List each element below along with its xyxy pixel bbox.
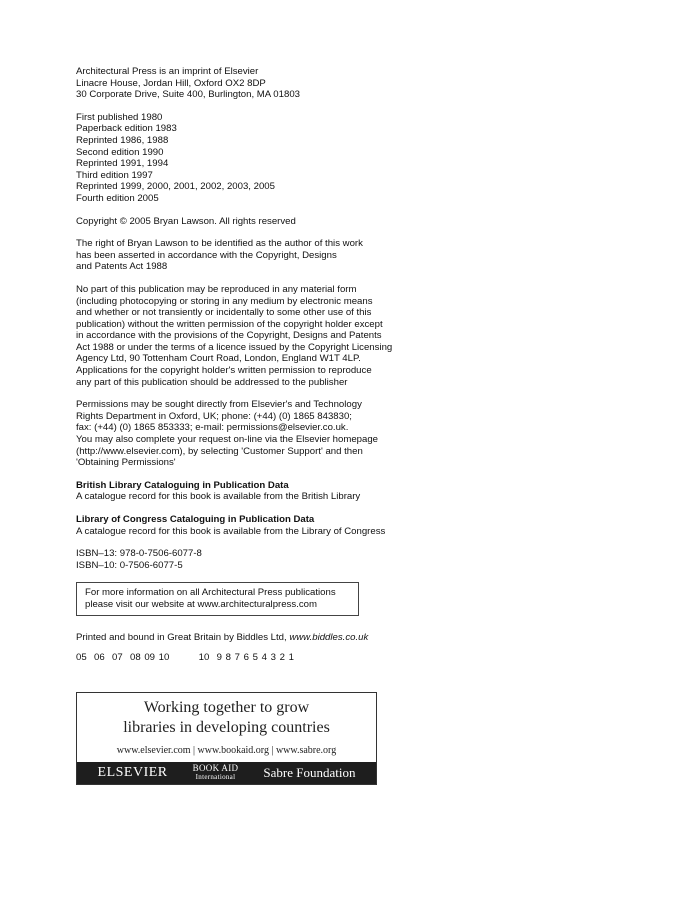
reproduction-line: any part of this publication should be addressed to the publisher [76,376,348,388]
publisher-line: 30 Corporate Drive, Suite 400, Burlington, MA 01803 [76,89,300,101]
book-aid-logo-title: BOOK AID [192,762,239,773]
reproduction-line: Agency Ltd, 90 Tottenham Court Road, London, England W1T 4LP. [76,353,361,365]
reproduction-line: No part of this publication may be reproduced in any material form [76,283,357,295]
printer-url: www.biddles.co.uk [289,631,369,643]
elsevier-logo: ELSEVIER [97,764,168,780]
banner-headline-line: Working together to grow [143,698,310,716]
reproduction-line: Applications for the copyright holder's written permission to reproduce [76,365,372,377]
moral-rights-line: has been asserted in accordance with the Copyright, Designs [76,249,337,261]
banner-headline [77,693,376,738]
website-info-box [76,582,359,615]
moral-rights-notice [76,238,636,273]
printer-credit-text: Printed and bound in Great Britain by Biddles Ltd, [76,631,290,643]
publication-history [76,112,636,205]
permissions-line: fax: (+44) (0) 1865 853333; e-mail: permissions@elsevier.co.uk. [76,422,349,434]
history-line: Third edition 1997 [76,169,153,181]
permissions-line: You may also complete your request on-line via the Elsevier homepage [76,434,379,446]
banner-text-area [77,693,376,763]
history-line: Reprinted 1999, 2000, 2001, 2002, 2003, 2005 [76,181,275,193]
library-of-congress-text: A catalogue record for this book is available from the Library of Congress [76,525,386,537]
history-line: Paperback edition 1983 [76,123,177,135]
printer-credit [76,632,636,644]
copyright-notice [76,216,636,228]
history-line: Second edition 1990 [76,146,164,158]
library-of-congress-heading: Library of Congress Cataloguing in Publication Data [76,514,315,525]
permissions-notice [76,399,636,469]
british-library-heading: British Library Cataloguing in Publication Data [76,479,289,491]
reproduction-line: (including photocopying or storing in any medium by electronic means [76,295,373,307]
british-library-text: A catalogue record for this book is available from the British Library [76,491,361,503]
history-line: Reprinted 1986, 1988 [76,134,169,146]
reproduction-line: publication) without the written permission of the copyright holder except [76,318,383,330]
banner-headline-line: libraries in developing countries [123,718,330,736]
history-line: First published 1980 [76,111,163,123]
banner-weblinks: www.elsevier.com | www.bookaid.org | www.sabre.org [116,744,337,756]
isbn-13: ISBN–13: 978-0-7506-6077-8 [76,548,202,560]
page-content [76,66,636,785]
permissions-line: Rights Department in Oxford, UK; phone: (+44) (0) 1865 843830; [76,410,352,422]
history-line: Fourth edition 2005 [76,192,159,204]
reproduction-line: and whether or not transiently or incidentally to some other use of this [76,307,372,319]
info-box-line: please visit our website at www.architecturalpress.com [85,598,317,610]
copyright-line: Copyright © 2005 Bryan Lawson. All rights reserved [76,215,296,227]
moral-rights-line: and Patents Act 1988 [76,261,168,273]
moral-rights-line: The right of Bryan Lawson to be identified as the author of this work [76,238,363,250]
publisher-line: Linacre House, Jordan Hill, Oxford OX2 8DP [76,77,266,89]
reproduction-line: Act 1988 or under the terms of a licence issued by the Copyright Licensing [76,341,393,353]
book-aid-banner [76,692,377,785]
isbn-10: ISBN–10: 0-7506-6077-5 [76,559,183,571]
reproduction-line: in accordance with the provisions of the Copyright, Designs and Patents [76,330,382,342]
permissions-line: Permissions may be sought directly from Elsevier's and Technology [76,399,362,411]
british-library-cip [76,480,636,503]
sabre-foundation-logo: Sabre Foundation [263,764,356,780]
isbn-block [76,548,636,571]
book-aid-logo [193,764,239,782]
publisher-line: Architectural Press is an imprint of Elsevier [76,66,259,77]
permissions-line: 'Obtaining Permissions' [76,457,176,469]
book-aid-logo-subtitle: International [195,772,236,781]
info-box-line: For more information on all Architectural Press publications [85,587,336,599]
permissions-line: (http://www.elsevier.com), by selecting 'Customer Support' and then [76,445,363,457]
reproduction-notice [76,284,636,388]
banner-logo-strip [77,762,376,784]
history-line: Reprinted 1991, 1994 [76,158,169,170]
print-run-codes: 05 06 07 08 09 10 10 9 8 7 6 5 4 3 2 1 [76,652,295,664]
library-of-congress-cip [76,514,636,537]
publisher-block [76,66,636,101]
